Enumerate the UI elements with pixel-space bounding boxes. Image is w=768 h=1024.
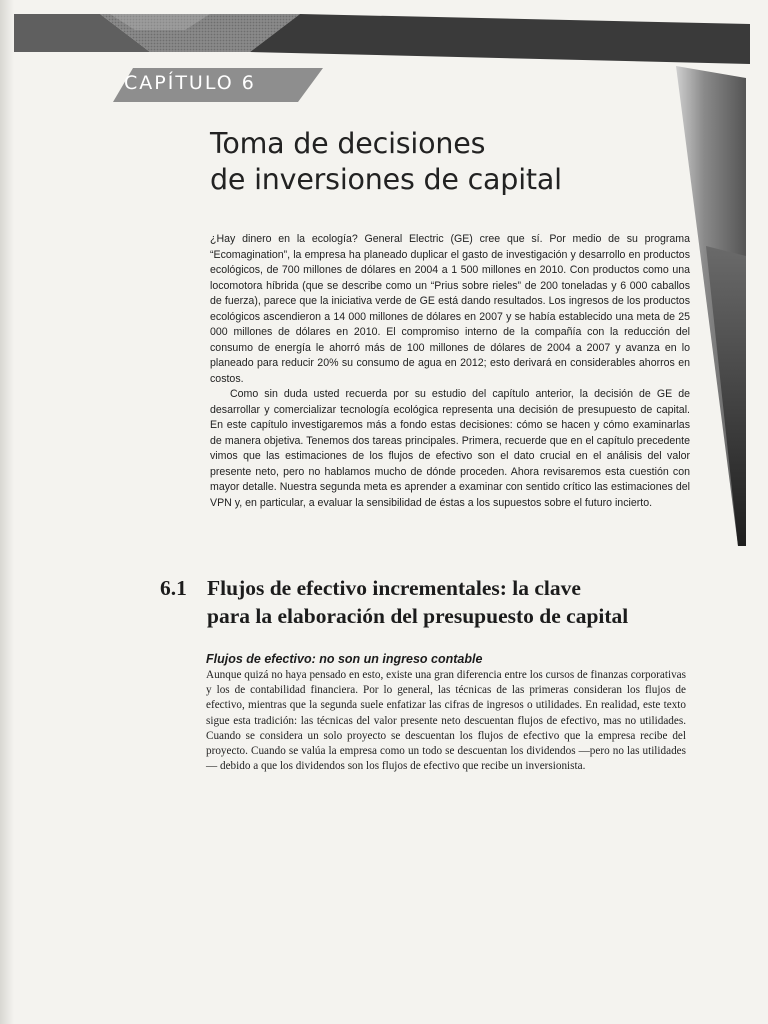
section-title-line-1: Flujos de efectivo incrementales: la clave [207, 576, 581, 600]
section-body-paragraph: Aunque quizá no haya pensado en esto, existe una gran diferencia entre los cursos de finanzas corporativas y los de contabilidad financiera. Por lo general, las técnicas de las primeras consideran los flujos de efectivo, mientras que la segunda suele enfatizar las cifras de ingresos o utilidades. En realidad, este texto sigue esta tradición: las técnicas del valor presente neto descuentan flujos de efectivo, mas no utilidades. Cuando se considera un solo proyecto se descuentan los flujos de efectivo que la empresa recibe del proyecto. Cuando se valúa la empresa como un todo se descuentan los dividendos —pero no las utilidades— debido a que los dividendos son los flujos de efectivo que recibe un inversionista. [206, 669, 686, 773]
section-title-line-2: para la elaboración del presupuesto de capital [207, 604, 629, 628]
section-number: 6.1 [160, 576, 187, 600]
chapter-title-line-2: de inversiones de capital [210, 163, 562, 196]
page-edge-shadow [0, 0, 14, 1024]
top-decorative-banner [0, 0, 768, 70]
chapter-title [210, 126, 562, 198]
subsection-heading: Flujos de efectivo: no son un ingreso contable [206, 652, 483, 666]
chapter-title-line-1: Toma de decisiones [210, 127, 486, 160]
chapter-label: CAPÍTULO 6 [124, 72, 256, 94]
chapter-intro [210, 232, 690, 511]
intro-paragraph-1: ¿Hay dinero en la ecología? General Electric (GE) cree que sí. Por medio de su programa “Ecomagination”, la empresa ha planeado duplicar el gasto de investigación y desarrollo en productos ecológicos, de 700 millones de dólares en 2004 a 1 500 millones en 2010. Con productos como una locomotora híbrida (que se describe como un “Prius sobre rieles” de 200 toneladas y 6 000 caballos de fuerza), parece que la iniciativa verde de GE está dando resultados. Los ingresos de los productos ecológicos ascendieron a 14 000 millones de dólares en 2007 y se había establecido una meta de 25 000 millones de dólares en 2010. El compromiso interno de la compañía con la reducción del consumo de energía le ahorró más de 100 millones de dólares de 2004 a 2007 y avanza en lo planeado para reducir 20% su consumo de agua en 2012; esto derivará en considerables ahorros en costos. [210, 233, 690, 385]
section-title [207, 574, 727, 630]
intro-paragraph-2: Como sin duda usted recuerda por su estudio del capítulo anterior, la decisión de GE de desarrollar y comercializar tecnología ecológica representa una decisión de presupuesto de capital. En este capítulo investigaremos más a fondo estas decisiones: cómo se hacen y cómo examinarlas de manera objetiva. Tenemos dos tareas principales. Primera, recuerde que en el capítulo precedente vimos que las estimaciones de los flujos de efectivo son el dato crucial en el análisis del valor presente neto, pero no hablamos mucho de dónde proceden. Ahora revisaremos esta cuestión con mayor detalle. Nuestra segunda meta es aprender a examinar con sentido crítico las estimaciones del VPN y, en particular, a evaluar la sensibilidad de éstas a los supuestos sobre el futuro incierto. [210, 388, 690, 509]
